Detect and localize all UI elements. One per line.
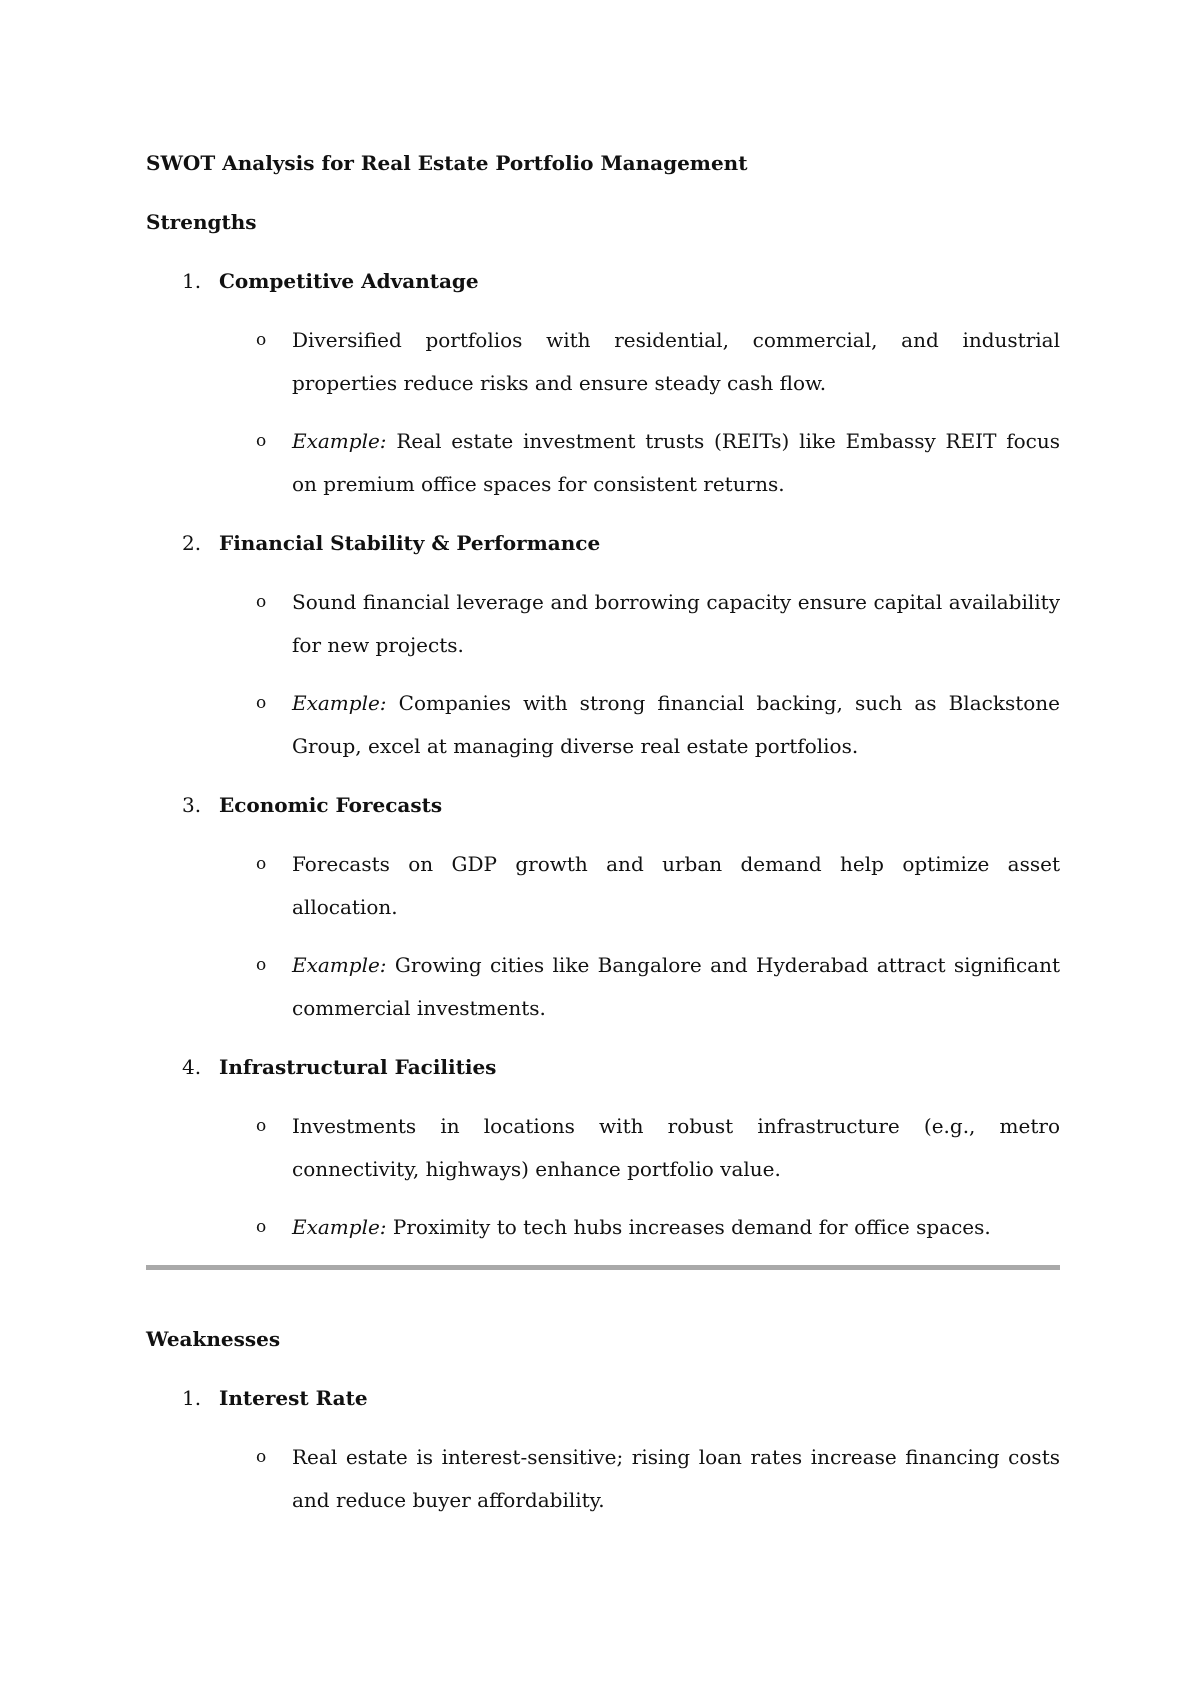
numbered-item xyxy=(146,260,1060,506)
item-heading xyxy=(146,1046,1060,1089)
item-heading xyxy=(146,260,1060,303)
bullet-item xyxy=(146,1105,1060,1191)
item-number: 1. xyxy=(182,1386,202,1410)
bullet-text: Diversified portfolios with residential, commercial, and industrial properties reduce risks and ensure steady cash flow. xyxy=(292,328,1060,395)
bullet-text: Proximity to tech hubs increases demand for office spaces. xyxy=(386,1215,991,1239)
document-title: SWOT Analysis for Real Estate Portfolio Management xyxy=(146,151,748,175)
example-label: Example: xyxy=(292,1215,387,1239)
item-title: Economic Forecasts xyxy=(219,793,443,817)
example-label: Example: xyxy=(292,691,387,715)
bullet-marker: o xyxy=(256,955,267,975)
document-content xyxy=(146,142,1060,1538)
bullet-marker: o xyxy=(256,854,267,874)
bullet-marker: o xyxy=(256,1116,267,1136)
example-label: Example: xyxy=(292,953,387,977)
section-heading-strengths: Strengths xyxy=(146,210,257,234)
bullet-list xyxy=(146,581,1060,768)
item-title: Infrastructural Facilities xyxy=(219,1055,497,1079)
bullet-text: Forecasts on GDP growth and urban demand help optimize asset allocation. xyxy=(292,852,1060,919)
bullet-item xyxy=(146,682,1060,768)
item-title: Interest Rate xyxy=(219,1386,368,1410)
numbered-item xyxy=(146,784,1060,1030)
bullet-item xyxy=(146,944,1060,1030)
item-heading xyxy=(146,784,1060,827)
bullet-marker: o xyxy=(256,592,267,612)
bullet-marker: o xyxy=(256,431,267,451)
bullet-text: Real estate investment trusts (REITs) like Embassy REIT focus on premium office spaces for consistent returns. xyxy=(292,429,1060,496)
bullet-marker: o xyxy=(256,693,267,713)
bullet-text: Investments in locations with robust infrastructure (e.g., metro connectivity, highways) enhance portfolio value. xyxy=(292,1114,1060,1181)
weaknesses-list xyxy=(146,1377,1060,1522)
bullet-item xyxy=(146,1206,1060,1249)
bullet-item xyxy=(146,1436,1060,1522)
example-label: Example: xyxy=(292,429,387,453)
strengths-list xyxy=(146,260,1060,1249)
bullet-list xyxy=(146,843,1060,1030)
bullet-marker: o xyxy=(256,330,267,350)
bullet-list xyxy=(146,319,1060,506)
bullet-marker: o xyxy=(256,1217,267,1237)
bullet-item xyxy=(146,319,1060,405)
bullet-item xyxy=(146,420,1060,506)
bullet-item xyxy=(146,581,1060,667)
item-heading xyxy=(146,1377,1060,1420)
bullet-text: Companies with strong financial backing, such as Blackstone Group, excel at managing diverse real estate portfolios. xyxy=(292,691,1060,758)
bullet-text: Growing cities like Bangalore and Hyderabad attract significant commercial investments. xyxy=(292,953,1060,1020)
item-number: 3. xyxy=(182,793,202,817)
item-title: Financial Stability & Performance xyxy=(219,531,601,555)
item-number: 1. xyxy=(182,269,202,293)
bullet-marker: o xyxy=(256,1447,267,1467)
horizontal-divider xyxy=(146,1265,1060,1270)
item-number: 2. xyxy=(182,531,202,555)
bullet-text: Sound financial leverage and borrowing capacity ensure capital availability for new projects. xyxy=(292,590,1060,657)
numbered-item xyxy=(146,522,1060,768)
numbered-item xyxy=(146,1046,1060,1249)
bullet-text: Real estate is interest-sensitive; rising loan rates increase financing costs and reduce buyer affordability. xyxy=(292,1445,1060,1512)
bullet-list xyxy=(146,1105,1060,1249)
bullet-list xyxy=(146,1436,1060,1522)
item-number: 4. xyxy=(182,1055,202,1079)
item-title: Competitive Advantage xyxy=(219,269,479,293)
bullet-item xyxy=(146,843,1060,929)
numbered-item xyxy=(146,1377,1060,1522)
item-heading xyxy=(146,522,1060,565)
section-heading-weaknesses: Weaknesses xyxy=(146,1327,281,1351)
